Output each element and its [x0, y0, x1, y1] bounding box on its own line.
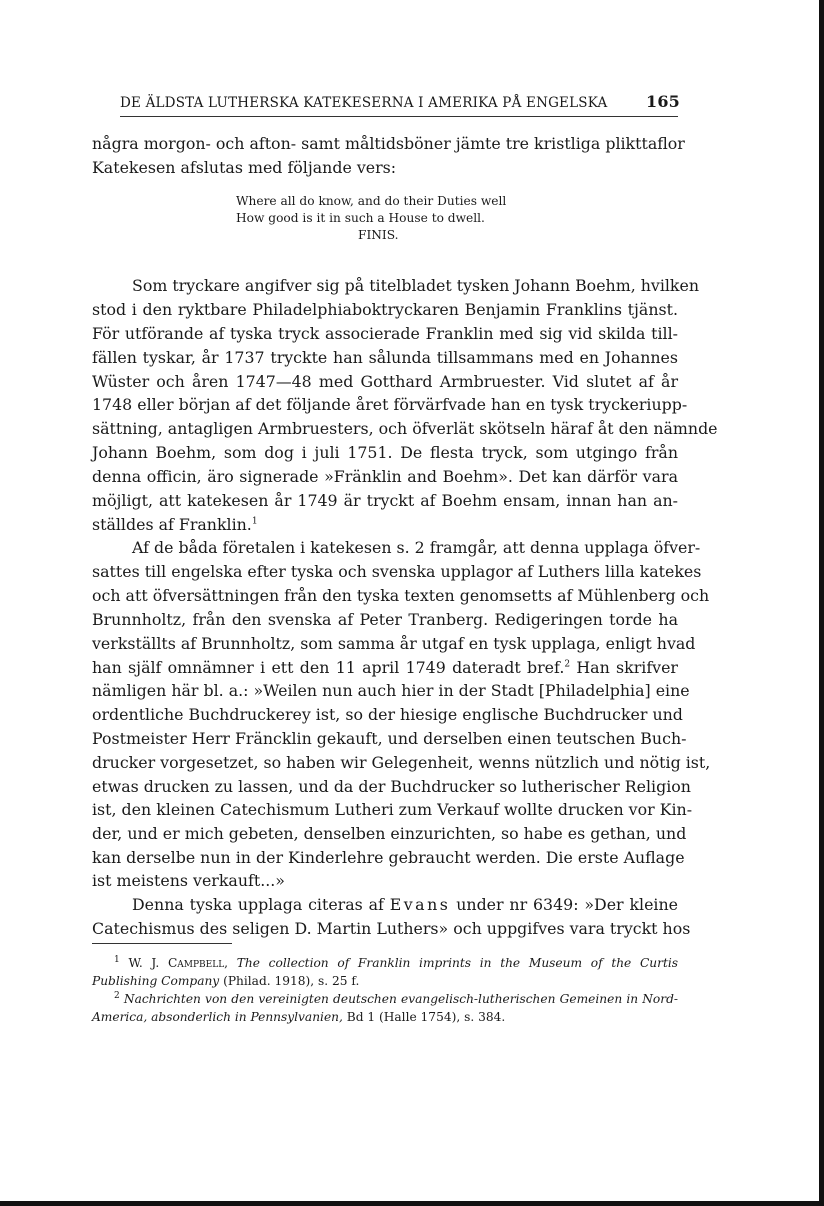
text-line	[92, 656, 678, 680]
scan-edge-bottom	[0, 1201, 824, 1206]
text-line: sättning, antagligen Armbruesters, och öfverlät skötseln häraf åt den nämnde	[92, 419, 718, 438]
footnote-2-cont	[92, 1008, 678, 1026]
text-line: Som tryckare angifver sig på titelbladet tysken Johann Boehm, hvilken	[132, 276, 700, 295]
footnote-text: Bd 1 (Halle 1754), s. 384.	[342, 1010, 506, 1024]
text-line	[132, 893, 678, 917]
text-line: ist, den kleinen Catechismum Lutheri zum Verkauf wollte drucken vor Kin-	[92, 800, 693, 819]
text-span: Denna tyska upplaga citeras af	[132, 895, 390, 914]
text-line: Postmeister Herr Fräncklin gekauft, und derselben einen teutschen Buch-	[92, 729, 687, 748]
footnote-ref: 2	[564, 659, 571, 670]
scan-edge-right	[819, 0, 824, 1206]
footnote-title: Nachrichten von den vereinigten deutschen evangelisch-lutherischen Gemeinen in Nord-	[123, 992, 679, 1006]
footnote-title: Publishing Company	[92, 974, 220, 988]
text-line: Johann Boehm, som dog i juli 1751. De flesta tryck, som utgingo från	[92, 443, 678, 462]
footnote-rule	[92, 943, 232, 944]
verse-line: How good is it in such a House to dwell.	[236, 211, 485, 225]
footnote-1	[114, 954, 678, 972]
verse-line: Where all do know, and do their Duties well	[236, 194, 507, 208]
running-title: DE ÄLDSTA LUTHERSKA KATEKESERNA I AMERIKA PÅ ENGELSKA	[120, 95, 608, 111]
text-line: fällen tyskar, år 1737 tryckte han sålunda tillsammans med en Johannes	[92, 348, 678, 367]
text-span: ställdes af Franklin.	[92, 515, 252, 534]
verse-finis: FINIS.	[358, 228, 399, 242]
footnote-1-cont	[92, 972, 678, 990]
text-span: under nr 6349: »Der kleine	[450, 895, 678, 914]
text-line: sattes till engelska efter tyska och svenska upplagor af Luthers lilla katekes	[92, 562, 702, 581]
text-line: stod i den ryktbare Philadelphiaboktryckaren Benjamin Franklins tjänst.	[92, 300, 678, 319]
text-line: möjligt, att katekesen år 1749 är tryckt af Boehm ensam, innan han an-	[92, 491, 678, 510]
text-line: och att öfversättningen från den tyska texten genomsetts af Mühlenberg och	[92, 586, 710, 605]
text-line: Af de båda företalen i katekesen s. 2 framgår, att denna upplaga öfver-	[132, 538, 701, 557]
text-line: För utförande af tyska tryck associerade Franklin med sig vid skilda till-	[92, 324, 678, 343]
text-line: Catechismus des seligen D. Martin Luthers» och uppgifves vara tryckt hos	[92, 919, 691, 938]
text-line: Katekesen afslutas med följande vers:	[92, 158, 397, 177]
running-header	[120, 92, 680, 114]
footnote-author: W. J. Campbell,	[128, 956, 229, 970]
footnote-mark: 2	[114, 990, 120, 1001]
text-line	[92, 513, 678, 537]
author-name: Evans	[389, 895, 451, 914]
text-span: Han skrifver	[570, 658, 678, 677]
footnote-ref: 1	[251, 516, 258, 527]
text-line: der, und er mich gebeten, denselben einzurichten, so habe es gethan, und	[92, 824, 687, 843]
text-line: drucker vorgesetzet, so haben wir Gelegenheit, wenns nützlich und nötig ist,	[92, 753, 711, 772]
text-span: han själf omnämner i ett den 11 april 1749 dateradt bref.	[92, 658, 565, 677]
text-line: denna officin, äro signerade »Fränklin and Boehm». Det kan därför vara	[92, 467, 678, 486]
footnote-mark: 1	[114, 954, 120, 965]
text-line: kan derselbe nun in der Kinderlehre gebraucht werden. Die erste Auflage	[92, 848, 685, 867]
text-line: 1748 eller början af det följande året förvärfvade han en tysk tryckeriupp-	[92, 395, 688, 414]
text-line: Brunnholtz, från den svenska af Peter Tranberg. Redigeringen torde ha	[92, 610, 678, 629]
text-line: ordentliche Buchdruckerey ist, so der hiesige englische Buchdrucker und	[92, 705, 683, 724]
footnote-text: (Philad. 1918), s. 25 f.	[219, 974, 360, 988]
footnote-2	[114, 990, 678, 1008]
text-line: etwas drucken zu lassen, und da der Buchdrucker so lutherischer Religion	[92, 777, 691, 796]
text-line: Wüster och åren 1747—48 med Gotthard Armbruester. Vid slutet af år	[92, 372, 678, 391]
text-line: verkställts af Brunnholtz, som samma år utgaf en tysk upplaga, enligt hvad	[92, 634, 696, 653]
text-line: ist meistens verkauft...»	[92, 871, 285, 890]
footnote-title: The collection of Franklin imprints in the Museum of the Curtis	[236, 956, 679, 970]
header-rule	[120, 116, 678, 117]
page-number: 165	[646, 92, 680, 111]
text-line: några morgon- och afton- samt måltidsböner jämte tre kristliga plikttaflor	[92, 134, 685, 153]
text-line: nämligen här bl. a.: »Weilen nun auch hier in der Stadt [Philadelphia] eine	[92, 681, 690, 700]
footnote-title: America, absonderlich in Pennsylvanien,	[92, 1010, 343, 1024]
